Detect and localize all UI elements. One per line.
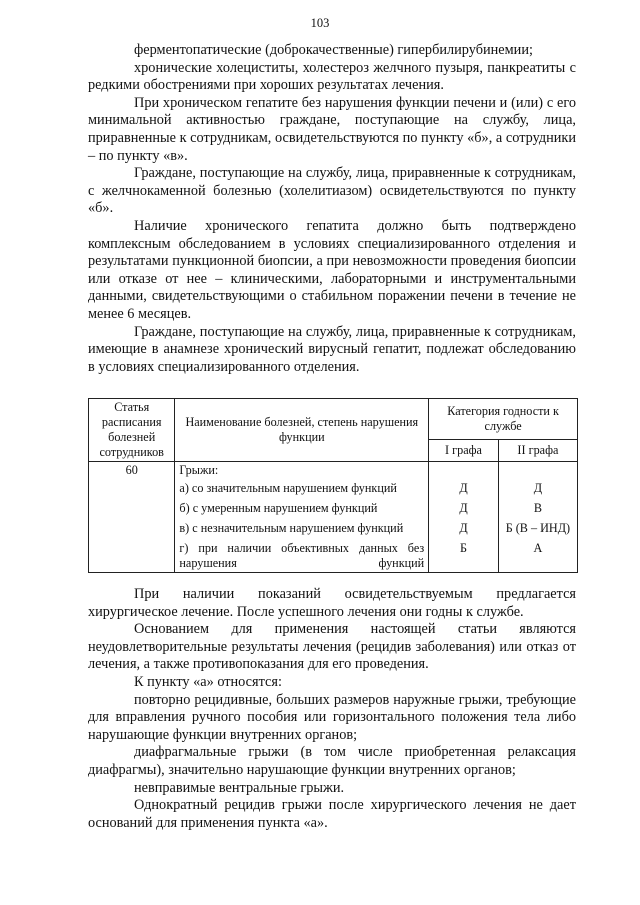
- disease-item: в) с незначительным нарушением функций: [179, 521, 404, 535]
- paragraph: Однократный рецидив грыжи после хирургического лечения не дает оснований для применения пункта «а».: [88, 797, 576, 831]
- grade-value: Д: [533, 481, 543, 495]
- grade-value: Д: [459, 501, 468, 515]
- disease-title: Грыжи:: [179, 463, 219, 477]
- grade-value: Д: [459, 481, 468, 495]
- text-block-top: [88, 42, 576, 376]
- page-number: 103: [310, 16, 330, 30]
- graph-2-cell: [498, 462, 577, 573]
- disease-cell: [175, 462, 429, 573]
- paragraph: ферментопатические (доброкачественные) гипербилирубинемии;: [134, 42, 533, 58]
- text-block-bottom: [88, 586, 576, 832]
- header-article: Статья расписания болезней сотрудников: [89, 399, 175, 462]
- paragraph: К пункту «а» относятся:: [134, 673, 282, 690]
- disease-item: а) со значительным нарушением функций: [179, 481, 397, 495]
- grade-value: Д: [459, 521, 468, 535]
- grade-value: Б: [460, 541, 467, 555]
- paragraph: При хроническом гепатите без нарушения функции печени и (или) с его минимальной активностью граждане, поступающие на службу, лица, приравненные к сотрудникам, освидетельствуются по пункту «б», а сотрудники – по пункту «в».: [88, 94, 576, 164]
- article-number: 60: [89, 462, 175, 573]
- paragraph: Основанием для применения настоящей статьи являются неудовлетворительные результаты лечения (рецидив заболевания) или отказ от лечения, а также противопоказания для его проведения.: [88, 621, 576, 673]
- paragraph: диафрагмальные грыжи (в том числе приобретенная релаксация диафрагмы), значительно нарушающие функции внутренних органов;: [88, 744, 576, 778]
- paragraph: При наличии показаний освидетельствуемым предлагается хирургическое лечение. После успешного лечения они годны к службе.: [88, 586, 576, 620]
- grade-value: А: [533, 541, 543, 555]
- paragraph: повторно рецидивные, больших размеров наружные грыжи, требующие для вправления ручного пособия или горизонтального положения тела либо нарушающие функции внутренних органов;: [88, 691, 576, 743]
- paragraph: невправимые вентральные грыжи.: [134, 779, 345, 796]
- paragraph: Граждане, поступающие на службу, лица, приравненные к сотрудникам, с желчнокаменной болезнью (холелитиазом) освидетельствуются по пункту «б».: [88, 165, 576, 217]
- header-graph-2: II графа: [498, 439, 577, 461]
- schedule-table: [88, 398, 578, 573]
- paragraph: хронические холециститы, холестероз желчного пузыря, панкреатиты с редкими обострениями при хороших результатах лечения.: [88, 59, 576, 94]
- grade-value: В: [533, 501, 542, 515]
- paragraph: Граждане, поступающие на службу, лица, приравненные к сотрудникам, имеющие в анамнезе хронический вирусный гепатит, подлежат обследованию в условиях специализированного отделения.: [88, 323, 576, 375]
- table-row: [89, 462, 578, 573]
- disease-item: г) при наличии объективных данных без нарушения функций: [179, 541, 425, 570]
- header-category: Категория годности к службе: [429, 399, 578, 440]
- graph-1-cell: [429, 462, 499, 573]
- paragraph: Наличие хронического гепатита должно быть подтверждено комплексным обследованием в условиях специализированного отделения и результатами пункционной биопсии, а при невозможности проведения биопсии или отказе от нее – клиническими, лабораторными и инструментальными данными, свидетельствующими о стабильном поражении печени в течение не менее 6 месяцев.: [88, 217, 576, 322]
- grade-value: Б (В – ИНД): [505, 521, 571, 535]
- disease-item: б) с умеренным нарушением функций: [179, 501, 378, 515]
- header-graph-1: I графа: [429, 439, 499, 461]
- header-disease: Наименование болезней, степень нарушения функции: [175, 399, 429, 462]
